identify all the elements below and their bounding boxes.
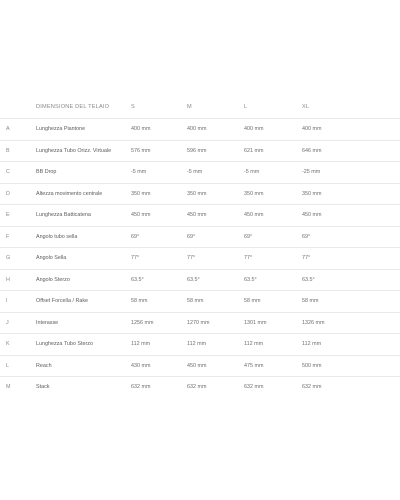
row-letter: C bbox=[6, 169, 10, 175]
row-value-m: 450 mm bbox=[187, 212, 207, 218]
row-letter: I bbox=[6, 298, 8, 304]
row-value-m: 450 mm bbox=[187, 362, 207, 369]
row-measure-name: Interasse bbox=[36, 319, 59, 326]
row-measure-name: BB Drop bbox=[36, 169, 57, 175]
table-row bbox=[0, 161, 400, 183]
row-measure-name: Lunghezza Piantone bbox=[36, 126, 86, 132]
row-letter: F bbox=[6, 233, 10, 240]
row-value-xl: 112 mm bbox=[302, 341, 322, 347]
table-row bbox=[0, 333, 400, 355]
row-measure-name: Altezza movimento centrale bbox=[36, 190, 103, 197]
row-value-m: 63.5° bbox=[187, 276, 200, 283]
table-row bbox=[0, 290, 400, 312]
row-value-xl: 632 mm bbox=[302, 384, 322, 390]
row-value-xl: 350 mm bbox=[302, 190, 322, 197]
row-measure-name: Stack bbox=[36, 384, 50, 390]
row-value-l: 400 mm bbox=[244, 126, 264, 132]
row-value-s: 632 mm bbox=[131, 384, 151, 390]
table-body bbox=[0, 118, 400, 398]
row-value-l: 350 mm bbox=[244, 190, 264, 197]
row-letter: B bbox=[6, 147, 10, 154]
row-letter: E bbox=[6, 212, 10, 218]
table-row bbox=[0, 269, 400, 291]
header-size-m: M bbox=[187, 104, 192, 110]
row-value-xl: 450 mm bbox=[302, 212, 322, 218]
row-value-m: 632 mm bbox=[187, 384, 207, 390]
row-value-m: -5 mm bbox=[187, 169, 203, 175]
row-value-l: 621 mm bbox=[244, 147, 264, 154]
row-value-xl: 1326 mm bbox=[302, 319, 325, 326]
table-row bbox=[0, 140, 400, 162]
row-measure-name: Lunghezza Batticatena bbox=[36, 212, 91, 218]
row-value-l: -5 mm bbox=[244, 169, 260, 175]
row-value-l: 475 mm bbox=[244, 362, 264, 369]
row-value-m: 596 mm bbox=[187, 147, 207, 154]
row-value-l: 69° bbox=[244, 233, 253, 240]
row-value-xl: 69° bbox=[302, 233, 311, 240]
header-size-l: L bbox=[244, 104, 248, 110]
row-measure-name: Angolo tubo sella bbox=[36, 233, 78, 240]
row-value-m: 400 mm bbox=[187, 126, 207, 132]
row-measure-name: Angolo Sella bbox=[36, 255, 67, 261]
table-header-row bbox=[0, 100, 400, 118]
row-letter: D bbox=[6, 190, 10, 197]
row-value-s: 58 mm bbox=[131, 298, 148, 304]
row-value-xl: 646 mm bbox=[302, 147, 322, 154]
header-size-xl: XL bbox=[302, 104, 310, 110]
row-value-m: 350 mm bbox=[187, 190, 207, 197]
table-row bbox=[0, 204, 400, 226]
row-value-m: 1270 mm bbox=[187, 319, 210, 326]
row-value-l: 450 mm bbox=[244, 212, 264, 218]
table-row bbox=[0, 247, 400, 269]
row-value-l: 112 mm bbox=[244, 341, 264, 347]
row-letter: L bbox=[6, 362, 9, 369]
table-row bbox=[0, 226, 400, 248]
row-value-xl: 58 mm bbox=[302, 298, 319, 304]
row-value-s: 430 mm bbox=[131, 362, 151, 369]
geometry-table bbox=[0, 100, 400, 398]
row-value-s: 77° bbox=[131, 255, 140, 261]
row-value-s: 69° bbox=[131, 233, 140, 240]
row-value-xl: 63.5° bbox=[302, 276, 315, 283]
row-value-l: 63.5° bbox=[244, 276, 257, 283]
table-row bbox=[0, 183, 400, 205]
row-value-m: 69° bbox=[187, 233, 196, 240]
table-row bbox=[0, 312, 400, 334]
row-measure-name: Lunghezza Tubo Orizz. Virtuale bbox=[36, 147, 112, 154]
row-letter: H bbox=[6, 276, 10, 283]
header-frame-size-label: DIMENSIONE DEL TELAIO bbox=[36, 104, 110, 110]
row-measure-name: Angolo Sterzo bbox=[36, 276, 70, 283]
table-row bbox=[0, 355, 400, 377]
row-value-m: 77° bbox=[187, 255, 196, 261]
row-value-l: 632 mm bbox=[244, 384, 264, 390]
row-value-s: 350 mm bbox=[131, 190, 151, 197]
header-size-s: S bbox=[131, 104, 135, 110]
row-value-xl: 77° bbox=[302, 255, 311, 261]
row-value-s: 1256 mm bbox=[131, 319, 154, 326]
row-value-xl: -25 mm bbox=[302, 169, 321, 175]
row-measure-name: Offset Forcella / Rake bbox=[36, 298, 89, 304]
row-measure-name: Reach bbox=[36, 362, 52, 369]
row-letter: A bbox=[6, 126, 10, 132]
row-value-xl: 400 mm bbox=[302, 126, 322, 132]
row-value-s: 576 mm bbox=[131, 147, 151, 154]
row-value-s: 63.5° bbox=[131, 276, 144, 283]
row-value-s: 450 mm bbox=[131, 212, 151, 218]
table-row bbox=[0, 118, 400, 140]
row-letter: G bbox=[6, 255, 11, 261]
table-row bbox=[0, 376, 400, 398]
row-value-l: 1301 mm bbox=[244, 319, 267, 326]
row-value-s: 400 mm bbox=[131, 126, 151, 132]
row-value-xl: 500 mm bbox=[302, 362, 322, 369]
row-value-l: 77° bbox=[244, 255, 253, 261]
row-value-s: -5 mm bbox=[131, 169, 147, 175]
row-letter: K bbox=[6, 341, 10, 347]
row-value-m: 58 mm bbox=[187, 298, 204, 304]
row-value-m: 112 mm bbox=[187, 341, 207, 347]
row-measure-name: Lunghezza Tubo Sterzo bbox=[36, 341, 93, 347]
row-value-s: 112 mm bbox=[131, 341, 151, 347]
row-letter: M bbox=[6, 384, 11, 390]
row-value-l: 58 mm bbox=[244, 298, 261, 304]
row-letter: J bbox=[6, 319, 9, 326]
